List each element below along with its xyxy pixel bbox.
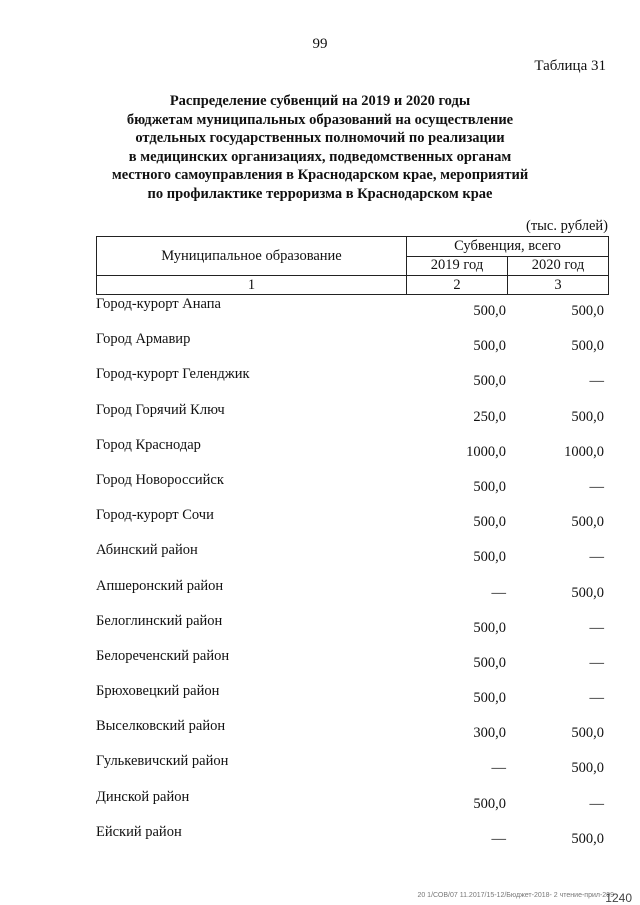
- table-row: [96, 296, 608, 331]
- row-value-2020: 500,0: [571, 830, 604, 847]
- table-row: [96, 472, 608, 507]
- row-value-2020: —: [589, 690, 604, 707]
- row-municipality: Город Армавир: [96, 331, 191, 348]
- units-label: (тыс. рублей): [526, 218, 608, 234]
- row-value-2019: 500,0: [473, 795, 506, 812]
- row-value-2020: 500,0: [571, 725, 604, 742]
- table-row: [96, 753, 608, 788]
- row-municipality: Ейский район: [96, 823, 182, 840]
- header-year-2019: 2019 год: [407, 256, 508, 276]
- title-line: в медицинских организациях, подведомственных органам: [128, 148, 512, 165]
- row-municipality: Выселковский район: [96, 718, 226, 735]
- document-title: [60, 92, 580, 203]
- row-municipality: Гулькевичский район: [96, 753, 229, 770]
- row-municipality: Город-курорт Сочи: [96, 507, 214, 524]
- table-header: [96, 236, 609, 295]
- table-row: [96, 683, 608, 718]
- row-value-2020: 500,0: [571, 303, 604, 319]
- header-year-2020: 2020 год: [508, 256, 609, 276]
- row-value-2019: 500,0: [473, 303, 506, 319]
- table-row: [96, 542, 608, 577]
- row-value-2020: —: [589, 549, 604, 566]
- title-line: местного самоуправления в Краснодарском крае, мероприятий: [111, 167, 529, 183]
- row-municipality: Белореченский район: [96, 647, 230, 664]
- row-value-2019: 500,0: [473, 338, 506, 355]
- table-row: [96, 824, 608, 859]
- row-value-2020: 500,0: [571, 584, 604, 601]
- title-line: отдельных государственных полномочий по реализации: [135, 130, 505, 146]
- row-value-2020: 500,0: [571, 514, 604, 531]
- table-row: [96, 331, 608, 366]
- table-row: [96, 613, 608, 648]
- table-row: [96, 366, 608, 401]
- header-municipality: Муниципальное образование: [97, 237, 407, 276]
- row-value-2020: 500,0: [571, 760, 604, 777]
- page-number: 99: [312, 36, 328, 52]
- row-value-2019: 500,0: [473, 654, 506, 671]
- row-value-2019: 500,0: [473, 478, 506, 495]
- title-line: по профилактике терроризма в Краснодарском крае: [147, 185, 493, 202]
- row-value-2020: —: [589, 478, 604, 495]
- row-municipality: Абинский район: [96, 542, 198, 559]
- row-municipality: Брюховецкий район: [96, 683, 220, 700]
- row-value-2019: —: [491, 830, 506, 847]
- row-municipality: Белоглинский район: [96, 612, 223, 629]
- row-municipality: Город-курорт Анапа: [96, 296, 221, 312]
- row-value-2020: —: [589, 619, 604, 636]
- row-municipality: Город Новороссийск: [96, 471, 224, 488]
- footer-path-note: 20 1/СОВ/07 11.2017/15-12/Бюджет-2018- 2 чтение-прил-299: [417, 892, 614, 899]
- row-municipality: Динской район: [96, 788, 190, 805]
- header-subvention-total: Субвенция, всего: [407, 237, 609, 257]
- row-municipality: Город Горячий Ключ: [96, 401, 225, 418]
- row-value-2019: 1000,0: [466, 443, 506, 460]
- row-value-2019: 500,0: [473, 373, 506, 390]
- table-row: [96, 437, 608, 472]
- footer-stamp: 1240: [605, 891, 632, 905]
- table-row: [96, 789, 608, 824]
- column-number-2: 2: [407, 276, 508, 295]
- row-municipality: Апшеронский район: [96, 577, 224, 594]
- row-value-2019: 500,0: [473, 514, 506, 531]
- row-value-2019: 250,0: [473, 408, 506, 425]
- table-row: [96, 402, 608, 437]
- row-value-2019: 500,0: [473, 690, 506, 707]
- row-value-2019: 300,0: [473, 725, 506, 742]
- row-value-2019: —: [491, 760, 506, 777]
- row-value-2020: —: [589, 795, 604, 812]
- row-value-2020: —: [589, 373, 604, 390]
- title-line: Распределение субвенций на 2019 и 2020 годы: [169, 93, 471, 109]
- table-row: [96, 578, 608, 613]
- table-row: [96, 648, 608, 683]
- column-number-1: 1: [97, 276, 407, 295]
- table-body: [96, 296, 608, 859]
- row-value-2020: 1000,0: [564, 443, 604, 460]
- row-value-2019: —: [491, 584, 506, 601]
- row-value-2019: 500,0: [473, 619, 506, 636]
- row-municipality: Город Краснодар: [96, 436, 201, 453]
- row-value-2019: 500,0: [473, 549, 506, 566]
- column-number-3: 3: [508, 276, 609, 295]
- table-label: Таблица 31: [534, 58, 606, 74]
- row-value-2020: 500,0: [571, 338, 604, 355]
- row-value-2020: 500,0: [571, 408, 604, 425]
- table-row: [96, 507, 608, 542]
- table-row: [96, 718, 608, 753]
- row-municipality: Город-курорт Геленджик: [96, 366, 250, 383]
- title-line: бюджетам муниципальных образований на осуществление: [126, 111, 514, 128]
- row-value-2020: —: [589, 654, 604, 671]
